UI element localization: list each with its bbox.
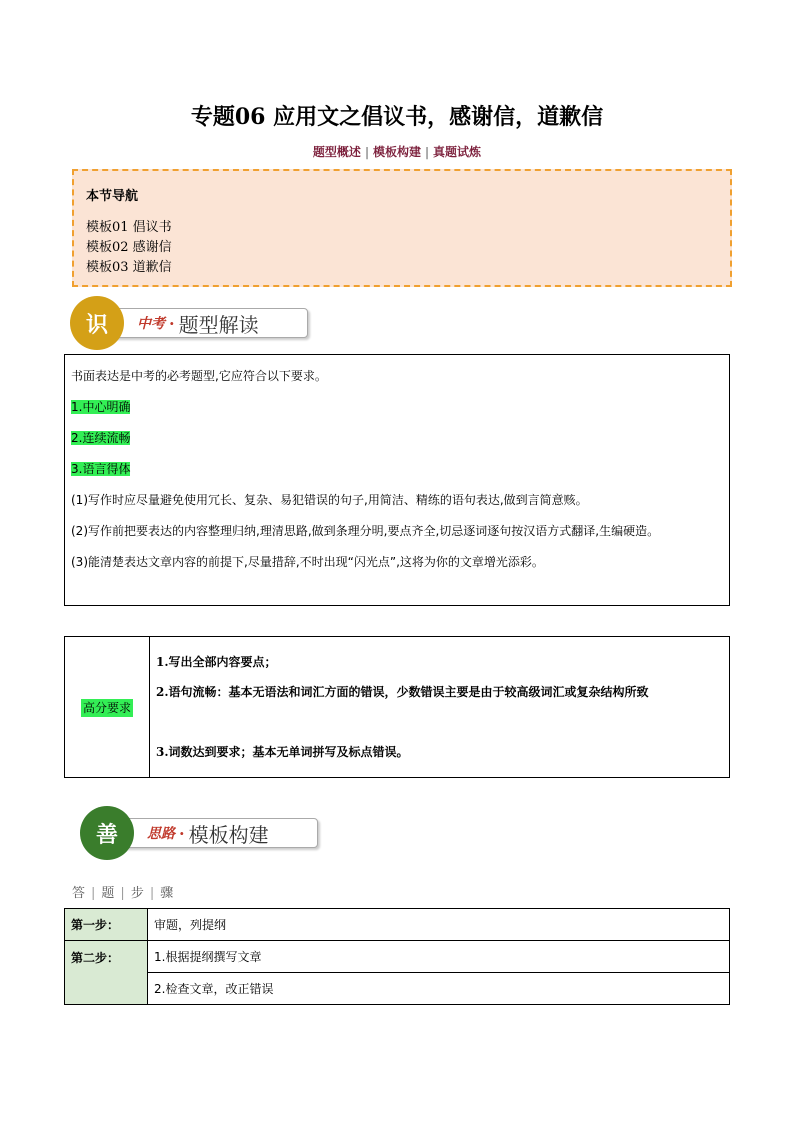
section-nav-box	[72, 169, 732, 287]
section-banner-analysis	[70, 296, 320, 346]
intro-point: (2)写作前把要表达的内容整理归纳,理清思路,做到条理分明,要点齐全,切忌逐词逐句按汉语方式翻译,生编硬造。	[71, 524, 660, 538]
subtitle-link-exam[interactable]: 真题试炼	[433, 145, 482, 159]
banner-tag: 中考	[137, 316, 165, 332]
table-row	[65, 909, 730, 941]
requirement-line: 1.写出全部内容要点；	[156, 655, 277, 669]
requirements-body	[150, 637, 730, 778]
banner-circle-icon: 识	[70, 296, 124, 350]
banner-label: 模板构建	[188, 822, 269, 847]
requirement-line: 2.语句流畅：基本无语法和词汇方面的错误，少数错误主要是由于较高级词汇或复杂结构所致	[156, 685, 649, 699]
highlight-item: 2.连续流畅	[71, 431, 131, 445]
banner-bar	[120, 818, 318, 848]
intro-point: (3)能清楚表达文章内容的前提下,尽量措辞,不时出现“闪光点”,这将为你的文章增光添彩。	[71, 555, 544, 569]
section-banner-template	[80, 806, 330, 856]
highlight-item: 3.语言得体	[71, 462, 131, 476]
separator: |	[425, 145, 430, 159]
separator: |	[364, 145, 369, 159]
nav-item-template-03[interactable]: 模板03 道歉信	[86, 260, 172, 275]
requirements-table	[64, 636, 730, 778]
step-value: 2.检查文章，改正错误	[148, 973, 730, 1005]
table-row	[65, 973, 730, 1005]
requirement-line: 3.词数达到要求；基本无单词拼写及标点错误。	[156, 745, 409, 759]
banner-bar	[110, 308, 308, 338]
nav-title: 本节导航	[86, 189, 139, 204]
banner-dot: ·	[169, 313, 175, 333]
step-value: 审题，列提纲	[148, 909, 730, 941]
intro-lead: 书面表达是中考的必考题型,它应符合以下要求。	[71, 369, 327, 383]
banner-dot: ·	[179, 823, 185, 843]
banner-tag: 思路	[147, 826, 175, 842]
table-row	[65, 941, 730, 973]
banner-circle-icon: 善	[80, 806, 134, 860]
requirements-head: 高分要求	[65, 637, 150, 778]
banner-label: 题型解读	[178, 312, 259, 337]
page-title: 专题06 应用文之倡议书，感谢信，道歉信	[190, 104, 604, 130]
intro-point: (1)写作时应尽量避免使用冗长、复杂、易犯错误的句子,用简洁、精练的语句表达,做到言简意赅。	[71, 493, 588, 507]
steps-table	[64, 908, 730, 1005]
highlight-item: 1.中心明确	[71, 400, 131, 414]
nav-item-template-01[interactable]: 模板01 倡议书	[86, 220, 172, 235]
intro-box	[64, 354, 730, 606]
subtitle-link-overview[interactable]: 题型概述	[312, 145, 361, 159]
step-key: 第一步：	[65, 909, 148, 941]
steps-title: 答 | 题 | 步 | 骤	[72, 886, 174, 901]
step-key: 第二步：	[65, 941, 148, 1005]
subtitle-links	[0, 143, 794, 160]
nav-item-template-02[interactable]: 模板02 感谢信	[86, 240, 172, 255]
subtitle-link-template[interactable]: 模板构建	[372, 145, 421, 159]
step-value: 1.根据提纲撰写文章	[148, 941, 730, 973]
